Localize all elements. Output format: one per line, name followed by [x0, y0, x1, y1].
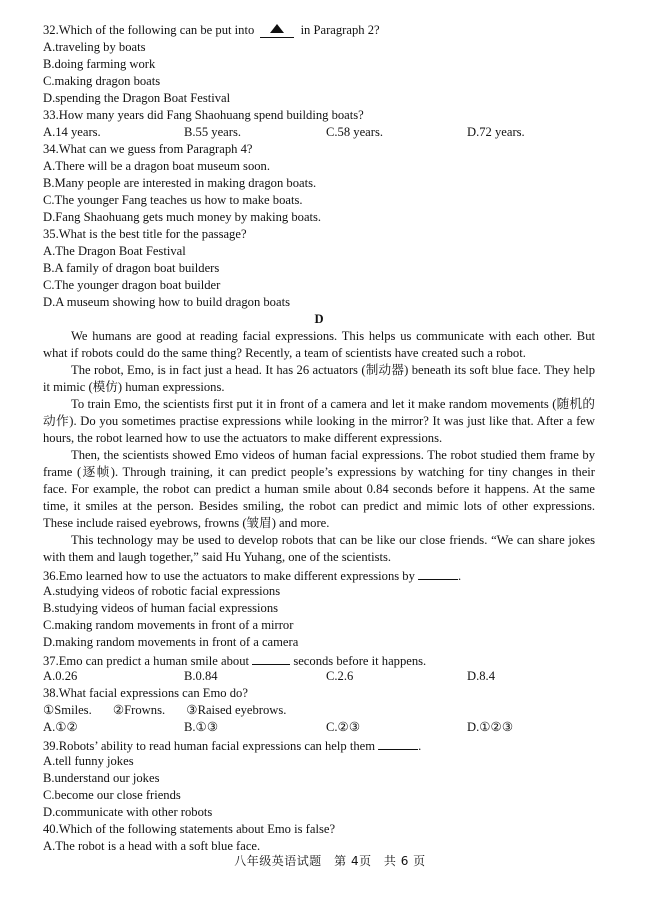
passage-paragraph: The robot, Emo, is in fact just a head. It has 26 actuators (制动器) beneath its soft blue face. They help it mimic (模仿) human expressions.	[43, 363, 595, 394]
option-d: D.A museum showing how to build dragon boats	[43, 295, 290, 309]
option-a: A.tell funny jokes	[43, 754, 134, 768]
option-b: B.①③	[184, 720, 219, 734]
numbered-items	[43, 702, 595, 719]
question-stem: 32.Which of the following can be put into	[43, 23, 255, 37]
passage-paragraph: Then, the scientists showed Emo videos of human facial expressions. The robot studied them frame by frame (逐帧). Through training, it can predict people’s expressions by watching for tiny changes in their face. For example, the robot can predict a human smile about 0.84 seconds before it happens. At the same time, it smiles at the person. Besides smiling, the robot can predict and mimic lots of other expressions. These include raised eyebrows, frowns (皱眉) and more.	[43, 448, 595, 530]
question-39	[43, 736, 595, 753]
question-38: 38.What facial expressions can Emo do?	[43, 686, 248, 700]
option-c: C.making dragon boats	[43, 74, 161, 88]
exam-page	[43, 22, 595, 855]
question-36	[43, 566, 595, 583]
option-c: C.2.6	[326, 669, 354, 683]
answer-blank	[378, 736, 418, 750]
item-3: ③Raised eyebrows.	[186, 703, 287, 717]
question-stem-end: in Paragraph 2?	[300, 23, 380, 37]
answer-blank	[260, 24, 294, 38]
option-b: B.studying videos of human facial expressions	[43, 601, 279, 615]
option-c: C.become our close friends	[43, 788, 181, 802]
option-b: B.doing farming work	[43, 57, 156, 71]
footer-subject: 八年级英语试题	[234, 854, 322, 868]
triangle-icon	[270, 24, 284, 33]
option-b: B.Many people are interested in making dragon boats.	[43, 176, 317, 190]
option-c: C.②③	[326, 720, 361, 734]
option-a: A.studying videos of robotic facial expressions	[43, 584, 281, 598]
option-a: A.The robot is a head with a soft blue face.	[43, 839, 261, 853]
option-d: D.communicate with other robots	[43, 805, 213, 819]
option-c: C.making random movements in front of a mirror	[43, 618, 294, 632]
passage-paragraph: This technology may be used to develop robots that can be like our close friends. “We can share jokes with them and laugh together,” said Hu Yuhang, one of the scientists.	[43, 533, 595, 564]
options-row	[43, 124, 595, 141]
question-32	[43, 22, 595, 39]
question-stem-end: seconds before it happens.	[293, 654, 427, 668]
option-d: D.spending the Dragon Boat Festival	[43, 91, 231, 105]
answer-blank	[418, 566, 458, 580]
question-34: 34.What can we guess from Paragraph 4?	[43, 142, 253, 156]
option-c: C.The younger Fang teaches us how to make boats.	[43, 193, 303, 207]
question-stem: 36.Emo learned how to use the actuators to make different expressions by	[43, 569, 415, 583]
options-row	[43, 668, 595, 685]
question-33: 33.How many years did Fang Shaohuang spend building boats?	[43, 108, 364, 122]
option-b: B.A family of dragon boat builders	[43, 261, 220, 275]
question-35: 35.What is the best title for the passage?	[43, 227, 247, 241]
option-a: A.traveling by boats	[43, 40, 146, 54]
passage-paragraph: To train Emo, the scientists first put it in front of a camera and let it make random movements (随机的动作). Do you sometimes practise expressions while looking in the mirror? It was just like that. After a few hours, the robot learned how to use the actuators to make different expressions.	[43, 397, 595, 445]
question-stem-end: .	[418, 739, 422, 753]
option-d: D.8.4	[467, 669, 495, 683]
option-b: B.0.84	[184, 669, 218, 683]
footer-page-number: 第 4页	[334, 854, 372, 868]
footer-total-pages: 共 6 页	[383, 854, 426, 868]
option-d: D.72 years.	[467, 125, 525, 139]
option-d: D.①②③	[467, 720, 514, 734]
option-a: A.There will be a dragon boat museum soon.	[43, 159, 270, 173]
item-1: ①Smiles.	[43, 703, 92, 717]
option-d: D.Fang Shaohuang gets much money by making boats.	[43, 210, 322, 224]
question-stem-end: .	[458, 569, 462, 583]
option-a: A.The Dragon Boat Festival	[43, 244, 186, 258]
option-a: A.0.26	[43, 669, 78, 683]
question-40: 40.Which of the following statements about Emo is false?	[43, 822, 336, 836]
option-c: C.58 years.	[326, 125, 384, 139]
answer-blank	[252, 651, 290, 665]
passage-paragraph: We humans are good at reading facial expressions. This helps us communicate with each other. But what if robots could do the same thing? Recently, a team of scientists have created such a robot.	[43, 329, 595, 360]
options-row	[43, 719, 595, 736]
question-37	[43, 651, 595, 668]
question-stem: 39.Robots’ ability to read human facial expressions can help them	[43, 739, 376, 753]
page-footer	[0, 853, 660, 870]
option-b: B.55 years.	[184, 125, 242, 139]
section-title: D	[314, 312, 324, 326]
option-a: A.14 years.	[43, 125, 101, 139]
option-b: B.understand our jokes	[43, 771, 160, 785]
question-stem: 37.Emo can predict a human smile about	[43, 654, 249, 668]
option-a: A.①②	[43, 720, 78, 734]
option-c: C.The younger dragon boat builder	[43, 278, 221, 292]
option-d: D.making random movements in front of a camera	[43, 635, 299, 649]
item-2: ②Frowns.	[112, 703, 166, 717]
